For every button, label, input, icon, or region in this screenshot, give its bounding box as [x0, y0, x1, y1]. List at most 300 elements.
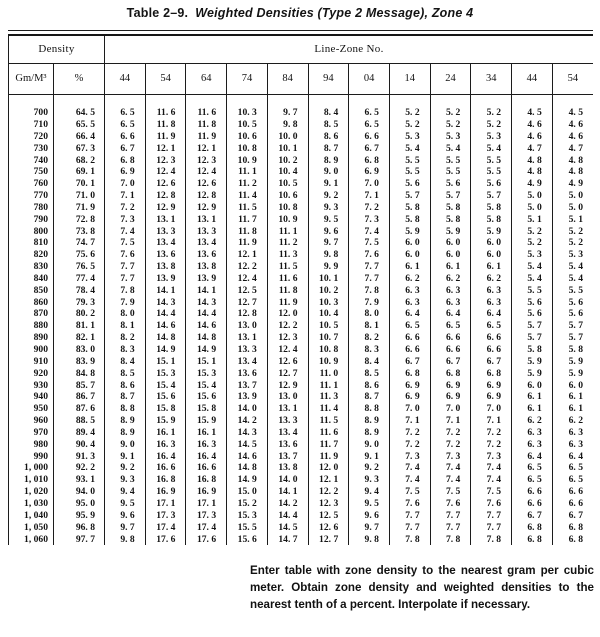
- weighted-density-cell: 13. 8: [267, 462, 308, 474]
- weighted-density-cell: 5. 7: [471, 190, 512, 202]
- table-row: [9, 249, 594, 261]
- weighted-density-cell: 13. 9: [186, 273, 227, 285]
- weighted-density-cell: 13. 9: [145, 273, 186, 285]
- weighted-density-cell: 4. 5: [552, 94, 593, 119]
- weighted-density-cell: 4. 6: [512, 131, 553, 143]
- weighted-density-cell: 17. 6: [186, 533, 227, 545]
- weighted-density-cell: 12. 5: [227, 285, 268, 297]
- weighted-density-cell: 11. 6: [186, 94, 227, 119]
- weighted-density-cell: 6. 3: [430, 297, 471, 309]
- weighted-density-cell: 11. 5: [267, 261, 308, 273]
- density-gm-cell: 1, 030: [24, 497, 48, 509]
- weighted-density-cell: 4. 7: [552, 143, 593, 155]
- weighted-density-cell: 15. 8: [145, 403, 186, 415]
- weighted-density-cell: 7. 5: [430, 486, 471, 498]
- col-header-linezone-54-13: 54: [552, 63, 593, 94]
- weighted-density-cell: 7. 8: [471, 533, 512, 545]
- weighted-density-cell: 9. 1: [308, 178, 349, 190]
- weighted-density-cell: 5. 8: [471, 202, 512, 214]
- weighted-density-cell: 13. 0: [267, 391, 308, 403]
- weighted-density-cell: 6. 1: [512, 403, 553, 415]
- density-gm-cell: 930: [33, 379, 48, 391]
- weighted-density-cell: 6. 5: [105, 119, 146, 131]
- density-pct-cell: 86. 7: [54, 391, 105, 403]
- density-group-header: Density: [9, 35, 105, 63]
- weighted-density-cell: 7. 5: [389, 486, 430, 498]
- weighted-density-cell: 9. 3: [308, 202, 349, 214]
- weighted-density-cell: 5. 2: [552, 225, 593, 237]
- weighted-density-cell: 12. 0: [267, 308, 308, 320]
- weighted-density-cell: 5. 6: [471, 178, 512, 190]
- density-pct-cell: 78. 4: [54, 285, 105, 297]
- density-gm-cell: 790: [33, 213, 48, 225]
- weighted-density-cell: 16. 9: [186, 486, 227, 498]
- weighted-density-cell: 4. 9: [512, 178, 553, 190]
- weighted-density-cell: 9. 0: [308, 166, 349, 178]
- weighted-density-cell: 16. 1: [145, 427, 186, 439]
- weighted-density-cell: 11. 2: [227, 178, 268, 190]
- weighted-density-cell: 7. 8: [105, 285, 146, 297]
- weighted-density-cell: 7. 5: [349, 237, 390, 249]
- weighted-density-cell: 14. 4: [145, 308, 186, 320]
- density-pct-cell: 87. 6: [54, 403, 105, 415]
- table-rule-top: [8, 30, 593, 545]
- weighted-density-cell: 14. 9: [186, 344, 227, 356]
- weighted-density-cell: 8. 7: [308, 143, 349, 155]
- density-pct-cell: 92. 2: [54, 462, 105, 474]
- weighted-density-cell: 7. 7: [349, 261, 390, 273]
- weighted-density-cell: 5. 6: [512, 308, 553, 320]
- weighted-density-cell: 5. 7: [512, 332, 553, 344]
- weighted-density-cell: 14. 2: [227, 415, 268, 427]
- weighted-density-cell: 9. 2: [105, 462, 146, 474]
- weighted-density-cell: 12. 6: [308, 522, 349, 534]
- weighted-density-cell: 9. 8: [308, 249, 349, 261]
- weighted-density-cell: 6. 2: [430, 273, 471, 285]
- table-row: [9, 368, 594, 380]
- weighted-density-cell: 14. 1: [145, 285, 186, 297]
- weighted-density-cell: 6. 2: [389, 273, 430, 285]
- weighted-density-cell: 6. 6: [552, 486, 593, 498]
- weighted-density-cell: 11. 1: [308, 379, 349, 391]
- table-row: [9, 285, 594, 297]
- weighted-density-cell: 11. 9: [145, 131, 186, 143]
- table-row: [9, 415, 594, 427]
- weighted-density-cell: 9. 5: [349, 498, 390, 510]
- weighted-density-cell: 4. 5: [512, 94, 553, 119]
- density-gm-cell: 830: [33, 261, 48, 273]
- weighted-density-cell: 6. 2: [471, 273, 512, 285]
- weighted-density-cell: 12. 3: [145, 154, 186, 166]
- weighted-density-cell: 7. 3: [471, 450, 512, 462]
- weighted-density-cell: 6. 8: [512, 533, 553, 545]
- weighted-density-cell: 15. 4: [186, 379, 227, 391]
- weighted-density-cell: 5. 9: [552, 356, 593, 368]
- weighted-density-cell: 6. 0: [430, 249, 471, 261]
- weighted-density-cell: 4. 7: [512, 143, 553, 155]
- density-pct-cell: 97. 7: [54, 533, 105, 545]
- weighted-density-cell: 12. 9: [145, 202, 186, 214]
- table-number: Table 2–9.: [126, 6, 189, 20]
- table-row: [9, 356, 594, 368]
- weighted-density-cell: 9. 0: [105, 439, 146, 451]
- weighted-density-cell: 12. 8: [186, 190, 227, 202]
- table-row: [9, 143, 594, 155]
- weighted-density-cell: 7. 3: [389, 450, 430, 462]
- weighted-density-cell: 12. 4: [227, 273, 268, 285]
- density-pct-cell: 76. 5: [54, 261, 105, 273]
- weighted-density-cell: 13. 0: [227, 320, 268, 332]
- weighted-density-cell: 11. 3: [308, 391, 349, 403]
- density-gm-cell: 880: [33, 320, 48, 332]
- weighted-density-cell: 8. 7: [105, 391, 146, 403]
- weighted-density-cell: 13. 8: [145, 261, 186, 273]
- weighted-density-cell: 6. 3: [389, 285, 430, 297]
- weighted-density-cell: 13. 1: [227, 332, 268, 344]
- weighted-density-cell: 12. 6: [145, 178, 186, 190]
- table-row: [9, 439, 594, 451]
- weighted-density-cell: 11. 2: [267, 237, 308, 249]
- density-gm-cell: 730: [33, 142, 48, 154]
- density-gm-cell: 920: [33, 367, 48, 379]
- weighted-density-cell: 6. 5: [552, 474, 593, 486]
- density-gm-cell: 800: [33, 225, 48, 237]
- weighted-density-cell: 10. 4: [267, 166, 308, 178]
- table-row: [9, 462, 594, 474]
- weighted-density-cell: 8. 3: [105, 344, 146, 356]
- col-header-linezone-94-7: 94: [308, 63, 349, 94]
- weighted-density-cell: 5. 9: [389, 225, 430, 237]
- density-pct-cell: 95. 9: [54, 510, 105, 522]
- weighted-density-cell: 13. 4: [267, 427, 308, 439]
- weighted-density-cell: 6. 1: [389, 261, 430, 273]
- weighted-density-cell: 17. 6: [145, 533, 186, 545]
- density-pct-cell: 68. 2: [54, 154, 105, 166]
- weighted-density-cell: 12. 1: [145, 143, 186, 155]
- weighted-density-cell: 5. 9: [552, 368, 593, 380]
- weighted-density-cell: 4. 6: [552, 119, 593, 131]
- weighted-density-cell: 9. 8: [349, 533, 390, 545]
- weighted-density-cell: 8. 5: [308, 119, 349, 131]
- weighted-density-cell: 5. 7: [552, 320, 593, 332]
- density-gm-cell: 700: [33, 107, 48, 119]
- weighted-density-cell: 7. 6: [471, 498, 512, 510]
- weighted-density-cell: 6. 5: [512, 474, 553, 486]
- weighted-density-cell: 16. 8: [186, 474, 227, 486]
- weighted-density-cell: 5. 2: [471, 94, 512, 119]
- weighted-density-cell: 6. 3: [512, 427, 553, 439]
- weighted-density-cell: 6. 4: [552, 450, 593, 462]
- weighted-density-cell: 6. 4: [389, 308, 430, 320]
- density-pct-cell: 64. 5: [54, 94, 105, 119]
- weighted-density-cell: 7. 4: [349, 225, 390, 237]
- weighted-density-cell: 7. 4: [471, 474, 512, 486]
- density-gm-cell: 890: [33, 332, 48, 344]
- weighted-density-cell: 17. 1: [145, 498, 186, 510]
- weighted-density-cell: 5. 2: [389, 119, 430, 131]
- table-title: [0, 6, 600, 20]
- weighted-density-cell: 16. 9: [145, 486, 186, 498]
- density-gm-cell: 850: [33, 284, 48, 296]
- weighted-density-cell: 16. 6: [145, 462, 186, 474]
- weighted-density-cell: 6. 9: [105, 166, 146, 178]
- weighted-density-cell: 5. 3: [512, 249, 553, 261]
- weighted-density-cell: 6. 3: [552, 427, 593, 439]
- weighted-density-cell: 8. 2: [105, 332, 146, 344]
- weighted-density-cell: 14. 5: [267, 522, 308, 534]
- weighted-density-cell: 7. 7: [430, 522, 471, 534]
- weighted-density-cell: 16. 4: [145, 450, 186, 462]
- weighted-density-cell: 6. 2: [552, 415, 593, 427]
- col-header-linezone-84-6: 84: [267, 63, 308, 94]
- weighted-density-cell: 10. 9: [227, 154, 268, 166]
- density-pct-cell: 71. 9: [54, 202, 105, 214]
- weighted-density-cell: 6. 8: [349, 154, 390, 166]
- density-pct-cell: 79. 3: [54, 297, 105, 309]
- weighted-density-cell: 7. 7: [471, 522, 512, 534]
- weighted-density-cell: 6. 7: [512, 510, 553, 522]
- weighted-density-cell: 12. 6: [186, 178, 227, 190]
- weighted-density-cell: 7. 1: [349, 190, 390, 202]
- weighted-density-cell: 5. 7: [389, 190, 430, 202]
- density-gm-cell: 720: [33, 130, 48, 142]
- density-pct-cell: 93. 1: [54, 474, 105, 486]
- weighted-density-cell: 6. 9: [471, 379, 512, 391]
- density-gm-cell: 780: [33, 201, 48, 213]
- weighted-density-cell: 6. 6: [105, 131, 146, 143]
- weighted-density-cell: 6. 0: [389, 237, 430, 249]
- density-gm-cell: 740: [33, 154, 48, 166]
- weighted-density-cell: 6. 7: [430, 356, 471, 368]
- weighted-density-cell: 5. 2: [512, 237, 553, 249]
- weighted-density-cell: 4. 9: [552, 178, 593, 190]
- table-row: [9, 486, 594, 498]
- weighted-density-cell: 10. 9: [267, 214, 308, 226]
- density-pct-cell: 71. 0: [54, 190, 105, 202]
- weighted-density-cell: 5. 5: [471, 154, 512, 166]
- usage-note: Enter table with zone density to the nearest gram per cubic meter. Obtain zone density and weighted densities to the nearest tenth of a percent. Interpolate if necessary.: [250, 564, 594, 612]
- weighted-density-cell: 9. 3: [349, 474, 390, 486]
- weighted-density-cell: 12. 6: [267, 356, 308, 368]
- table-row: [9, 273, 594, 285]
- weighted-density-cell: 6. 6: [389, 344, 430, 356]
- weighted-density-cell: 5. 5: [430, 166, 471, 178]
- weighted-density-cell: 7. 7: [430, 510, 471, 522]
- table-row: [9, 498, 594, 510]
- col-header-percent: %: [54, 63, 105, 94]
- weighted-density-cell: 5. 2: [430, 119, 471, 131]
- weighted-density-cell: 6. 5: [389, 320, 430, 332]
- weighted-density-cell: 12. 7: [267, 368, 308, 380]
- weighted-density-cell: 6. 5: [430, 320, 471, 332]
- weighted-density-cell: 6. 7: [389, 356, 430, 368]
- col-header-linezone-34-11: 34: [471, 63, 512, 94]
- weighted-density-cell: 10. 6: [227, 131, 268, 143]
- weighted-density-cell: 5. 9: [512, 368, 553, 380]
- weighted-density-cell: 9. 2: [349, 462, 390, 474]
- table-row: [9, 166, 594, 178]
- weighted-density-cell: 5. 4: [552, 261, 593, 273]
- density-pct-cell: 65. 5: [54, 119, 105, 131]
- weighted-density-cell: 9. 1: [105, 450, 146, 462]
- weighted-density-cell: 13. 8: [186, 261, 227, 273]
- weighted-density-cell: 16. 3: [186, 439, 227, 451]
- weighted-density-cell: 8. 9: [308, 154, 349, 166]
- weighted-density-cell: 15. 2: [227, 498, 268, 510]
- weighted-density-cell: 7. 4: [430, 462, 471, 474]
- weighted-density-cell: 5. 2: [512, 225, 553, 237]
- weighted-density-cell: 13. 6: [267, 439, 308, 451]
- weighted-density-cell: 6. 5: [512, 462, 553, 474]
- weighted-density-cell: 4. 6: [512, 119, 553, 131]
- weighted-density-cell: 11. 8: [267, 285, 308, 297]
- weighted-density-cell: 8. 9: [105, 427, 146, 439]
- weighted-density-cell: 7. 9: [349, 297, 390, 309]
- weighted-density-cell: 6. 0: [389, 249, 430, 261]
- table-row: [9, 154, 594, 166]
- table-row: [9, 119, 594, 131]
- weighted-density-cell: 8. 4: [349, 356, 390, 368]
- weighted-density-cell: 16. 3: [145, 439, 186, 451]
- weighted-density-cell: 8. 4: [308, 94, 349, 119]
- table-row: [9, 403, 594, 415]
- table-row: [9, 450, 594, 462]
- weighted-density-cell: 16. 4: [186, 450, 227, 462]
- weighted-density-cell: 5. 7: [552, 332, 593, 344]
- weighted-density-cell: 7. 3: [349, 214, 390, 226]
- weighted-density-cell: 8. 8: [349, 403, 390, 415]
- weighted-density-cell: 6. 9: [349, 166, 390, 178]
- density-pct-cell: 91. 3: [54, 450, 105, 462]
- col-header-linezone-54-3: 54: [145, 63, 186, 94]
- col-header-linezone-44-2: 44: [105, 63, 146, 94]
- weighted-density-cell: 14. 8: [145, 332, 186, 344]
- weighted-density-cell: 6. 3: [471, 297, 512, 309]
- weighted-density-cell: 7. 4: [430, 474, 471, 486]
- weighted-density-cell: 13. 7: [227, 379, 268, 391]
- weighted-density-cell: 9. 2: [308, 190, 349, 202]
- table-row: [9, 178, 594, 190]
- table-row: [9, 320, 594, 332]
- weighted-density-cell: 12. 1: [186, 143, 227, 155]
- weighted-density-cell: 6. 0: [430, 237, 471, 249]
- weighted-density-cell: 9. 7: [308, 237, 349, 249]
- weighted-density-cell: 9. 6: [308, 225, 349, 237]
- density-gm-cell: 1, 020: [24, 486, 48, 498]
- density-pct-cell: 81. 1: [54, 320, 105, 332]
- weighted-density-cell: 13. 3: [186, 225, 227, 237]
- weighted-density-cell: 9. 7: [267, 94, 308, 119]
- weighted-density-cell: 6. 6: [512, 486, 553, 498]
- weighted-density-cell: 5. 2: [430, 94, 471, 119]
- weighted-density-cell: 6. 6: [471, 332, 512, 344]
- density-gm-cell: 970: [33, 426, 48, 438]
- weighted-density-cell: 6. 6: [389, 332, 430, 344]
- column-header-row: [9, 63, 594, 94]
- weighted-density-cell: 5. 2: [389, 94, 430, 119]
- header-group-row: [9, 35, 594, 63]
- weighted-density-cell: 14. 6: [145, 320, 186, 332]
- weighted-density-cell: 11. 7: [308, 439, 349, 451]
- weighted-density-cell: 5. 0: [552, 202, 593, 214]
- weighted-density-cell: 7. 5: [471, 486, 512, 498]
- weighted-density-cell: 6. 3: [471, 285, 512, 297]
- weighted-density-cell: 10. 1: [308, 273, 349, 285]
- weighted-density-cell: 12. 5: [308, 510, 349, 522]
- weighted-density-cell: 7. 2: [430, 439, 471, 451]
- weighted-density-cell: 6. 5: [471, 320, 512, 332]
- density-gm-cell: 820: [33, 249, 48, 261]
- weighted-density-cell: 15. 1: [186, 356, 227, 368]
- weighted-density-cell: 6. 8: [389, 368, 430, 380]
- weighted-density-cell: 7. 4: [105, 225, 146, 237]
- weighted-density-cell: 9. 7: [349, 522, 390, 534]
- table-row: [9, 308, 594, 320]
- weighted-density-cell: 12. 4: [267, 344, 308, 356]
- density-gm-cell: 990: [33, 450, 48, 462]
- density-pct-cell: 95. 0: [54, 498, 105, 510]
- weighted-density-cell: 6. 3: [430, 285, 471, 297]
- table-row: [9, 522, 594, 534]
- density-gm-cell: 960: [33, 415, 48, 427]
- weighted-density-cell: 11. 8: [186, 119, 227, 131]
- weighted-density-cell: 14. 8: [227, 462, 268, 474]
- density-pct-cell: 66. 4: [54, 131, 105, 143]
- weighted-density-cell: 9. 5: [105, 498, 146, 510]
- table-row: [9, 237, 594, 249]
- density-pct-cell: 73. 8: [54, 225, 105, 237]
- weighted-density-cell: 13. 4: [227, 356, 268, 368]
- weighted-density-cell: 7. 2: [430, 427, 471, 439]
- weighted-density-cell: 5. 1: [552, 214, 593, 226]
- density-pct-cell: 83. 0: [54, 344, 105, 356]
- weighted-density-cell: 8. 5: [349, 368, 390, 380]
- weighted-density-cell: 15. 8: [186, 403, 227, 415]
- weighted-density-cell: 7. 7: [389, 510, 430, 522]
- weighted-density-cell: 10. 5: [308, 320, 349, 332]
- weighted-density-cell: 13. 1: [186, 214, 227, 226]
- weighted-density-cell: 12. 3: [267, 332, 308, 344]
- density-pct-cell: 74. 7: [54, 237, 105, 249]
- weighted-density-cell: 6. 7: [471, 356, 512, 368]
- weighted-density-cell: 6. 9: [389, 379, 430, 391]
- weighted-density-cell: 7. 6: [349, 249, 390, 261]
- weighted-density-cell: 12. 9: [267, 379, 308, 391]
- weighted-density-cell: 11. 8: [227, 225, 268, 237]
- weighted-density-cell: 15. 6: [227, 533, 268, 545]
- weighted-density-cell: 10. 1: [267, 143, 308, 155]
- table-row: [9, 332, 594, 344]
- weighted-density-cell: 12. 9: [186, 202, 227, 214]
- weighted-density-cell: 5. 6: [552, 308, 593, 320]
- weighted-density-cell: 6. 8: [512, 522, 553, 534]
- weighted-density-cell: 7. 3: [430, 450, 471, 462]
- weighted-density-cell: 8. 0: [105, 308, 146, 320]
- weighted-densities-table: [8, 34, 593, 545]
- weighted-density-cell: 12. 3: [308, 498, 349, 510]
- weighted-density-cell: 14. 7: [267, 533, 308, 545]
- weighted-density-cell: 17. 4: [186, 522, 227, 534]
- weighted-density-cell: 11. 9: [227, 237, 268, 249]
- weighted-density-cell: 12. 7: [227, 297, 268, 309]
- density-pct-cell: 72. 8: [54, 214, 105, 226]
- weighted-density-cell: 10. 9: [308, 356, 349, 368]
- density-pct-cell: 94. 0: [54, 486, 105, 498]
- weighted-density-cell: 11. 9: [308, 450, 349, 462]
- weighted-density-cell: 7. 1: [471, 415, 512, 427]
- weighted-density-cell: 7. 2: [389, 439, 430, 451]
- weighted-density-cell: 12. 2: [308, 486, 349, 498]
